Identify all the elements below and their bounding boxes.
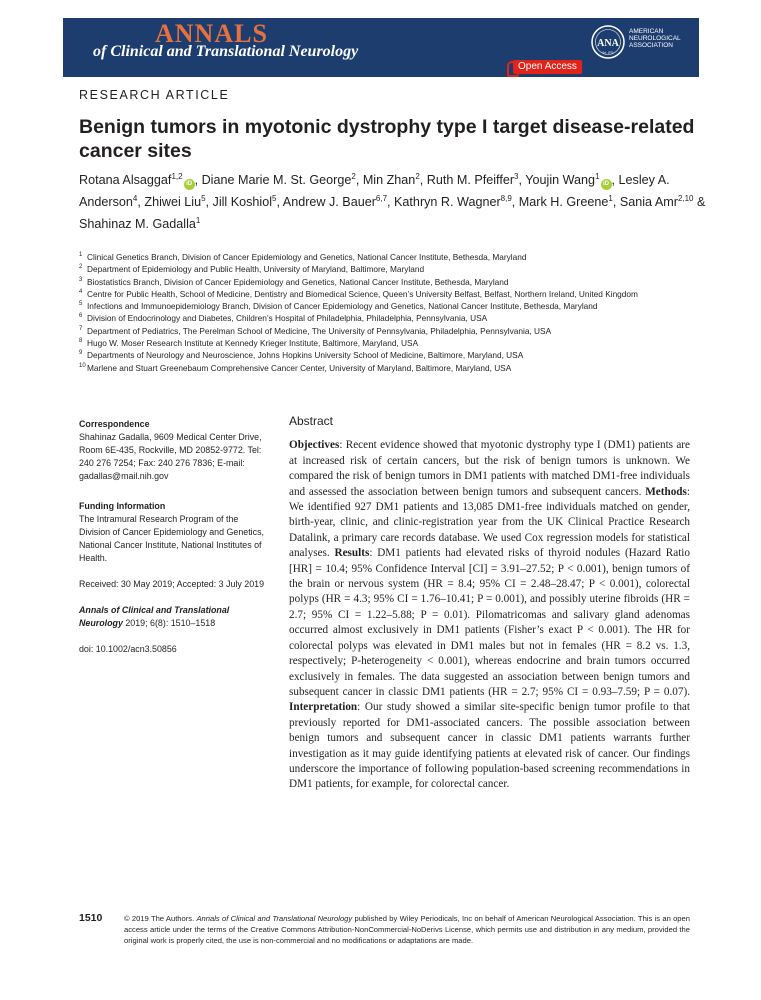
author — [394, 195, 519, 209]
author — [202, 173, 363, 187]
author-name: Youjin Wang — [525, 173, 596, 188]
author-name: Ruth M. Pfeiffer — [426, 173, 515, 188]
affiliation-number: 5 — [79, 301, 83, 308]
author-affiliation-number: 1,2 — [171, 172, 183, 181]
affiliation-item — [79, 263, 679, 275]
author-list — [79, 168, 709, 234]
author-affiliation-number: 2 — [415, 172, 420, 181]
correspondence-heading: Correspondence — [79, 419, 150, 429]
copyright-journal: Annals of Clinical and Translational Neurology — [196, 914, 353, 923]
journal-subtitle: of Clinical and Translational Neurology — [93, 43, 359, 60]
results-text: : DM1 patients had elevated risks of thyroid nodules (Hazard Ratio [HR] = 10.4; 95% Confidence Interval [CI] = 3.91–27.52; P < 0.001), benign tumors of the brain or nervous system (HR = 8.4; 95% CI = 2.48–28.47; P < 0.001), colorectal polyps (HR = 4.3; 95% CI = 1.76–10.41; P = 0.001), and possibly uterine fibroids (HR = 2.7; 95% CI = 1.22–5.88; P = 0.01). Pilomatricomas and salivary gland adenomas occurred almost exclusively in DM1 patients (Fisher’s exact P < 0.001). The HR for colorectal polyps was elevated in DM1 males but not in females (HR = 8.2 vs. 1.3, respectively; P-heterogeneity < 0.001), whereas endocrine and brain tumors occurred exclusively in females. The data suggested an association between benign tumors and subsequent cancer in classic DM1 patients (HR = 2.7; 95% CI = 0.93–7.59; P = 0.07). — [289, 547, 691, 698]
author — [79, 173, 202, 187]
author-separator: , — [355, 173, 363, 188]
article-title: Benign tumors in myotonic dystrophy type I target disease-related cancer sites — [79, 116, 695, 162]
author-name: Kathryn R. Wagner — [394, 195, 501, 210]
ana-year: Est. 1875 — [602, 51, 614, 55]
author-affiliation-number: 5 — [201, 194, 206, 204]
affiliation-number: 4 — [79, 288, 83, 295]
affiliation-text: Departments of Neurology and Neuroscience, Johns Hopkins University School of Medicine, Baltimore, Maryland, USA — [87, 350, 524, 361]
author-affiliation-number: 5 — [272, 194, 277, 204]
affiliation-number: 10 — [79, 362, 86, 369]
author-name: Diane Marie M. St. George — [201, 173, 352, 188]
author-affiliation-number: 6,7 — [375, 194, 388, 204]
author-separator: , — [194, 173, 202, 188]
author-separator: , — [276, 195, 283, 210]
author — [79, 217, 200, 231]
affiliation-item — [79, 276, 679, 288]
author-name: Sania Amr — [619, 195, 678, 210]
affiliation-number: 3 — [79, 276, 83, 283]
author-affiliation-number: 4 — [132, 194, 138, 204]
ana-abbr: ANA — [597, 38, 619, 49]
author-affiliation-number: 2 — [351, 172, 356, 181]
author-separator: , — [612, 195, 620, 210]
affiliation-item — [79, 300, 679, 312]
citation-journal: Annals of Clinical and Translational Neurology — [79, 605, 230, 628]
author-name: Zhiwei Liu — [144, 195, 202, 210]
author-separator: , — [511, 195, 519, 210]
affiliation-number: 6 — [79, 313, 83, 320]
author-separator: , — [205, 195, 213, 210]
affiliation-text: Clinical Genetics Branch, Division of Cancer Epidemiology and Genetics, National Cancer Institute, Bethesda, Maryland — [87, 252, 527, 262]
page-number: 1510 — [79, 912, 103, 924]
affiliations — [79, 251, 679, 374]
author — [144, 195, 212, 209]
affiliation-item — [79, 337, 679, 349]
copyright-prefix: © 2019 The Authors. — [124, 914, 197, 923]
citation-details: 2019; 6(8): 1510–1518 — [122, 618, 216, 628]
objectives-text: : Recent evidence showed that myotonic dystrophy type I (DM1) patients are at increased risk of certain cancers, but the risk of benign tumors is unknown. We compared the risk of benign tumors in DM1 patients with matched DM1-free individuals and assessed the association between benign tumors and subsequent cancers. — [289, 439, 690, 498]
author — [525, 173, 618, 187]
results-label: Results — [334, 547, 370, 560]
interpretation-label: Interpretation — [289, 701, 358, 714]
author — [620, 195, 706, 209]
affiliation-number: 7 — [79, 325, 83, 332]
affiliation-text: Hugo W. Moser Research Institute at Kennedy Krieger Institute, Baltimore, Maryland, USA — [87, 338, 419, 349]
ana-name: AMERICAN NEUROLOGICAL ASSOCIATION — [629, 28, 681, 49]
journal-logo-text: ANNALS — [155, 19, 268, 48]
abstract-body — [289, 438, 690, 792]
author-separator: , — [419, 173, 427, 188]
author-name: Jill Koshiol — [212, 195, 273, 210]
affiliation-item — [79, 288, 679, 300]
author-name: Andrew J. Bauer — [282, 195, 376, 210]
objectives-label: Objectives — [289, 439, 340, 452]
affiliation-text: Department of Pediatrics, The Perelman School of Medicine, The University of Pennsylvania, Philadelphia, Pennsylvania, USA — [87, 325, 552, 336]
affiliation-text: Biostatistics Branch, Division of Cancer Epidemiology and Genetics, National Cancer Institute, Bethesda, Maryland — [87, 276, 509, 287]
author-affiliation-number: 1 — [195, 215, 201, 225]
affiliation-text: Centre for Public Health, School of Medicine, Dentistry and Biomedical Science, Queen’s University Belfast, Belfast, Northern Ireland, United Kingdom — [87, 288, 638, 299]
author — [427, 173, 526, 187]
methods-text: : We identified 927 DM1 patients and 13,085 DM1-free individuals matched on gender, birth-year, clinic, and clinic-registration year from the UK Clinical Practice Research Datalink, a primary care records database. We used Cox regression models for statistical analyses. — [289, 485, 690, 560]
author — [213, 195, 283, 209]
interpretation-text: : Our study showed a similar site-specific benign tumor profile to that previously reported for DM1-associated cancers. The possible association between benign tumors and subsequent cancer in classic DM1 patients warrants further investigation as it may guide identifying patients at elevated risk of cancer. Our findings underscore the importance of following population-based screening recommendations in DM1 patients, for example, for colorectal cancer. — [289, 701, 690, 791]
orcid-icon[interactable]: iD — [184, 179, 195, 190]
affiliation-number: 8 — [79, 338, 83, 345]
affiliation-item — [79, 251, 679, 263]
abstract-heading: Abstract — [289, 414, 334, 428]
affiliation-item — [79, 349, 679, 361]
copyright-notice — [124, 913, 690, 946]
author-affiliation-number: 8,9 — [500, 194, 512, 204]
author-name: Shahinaz M. Gadalla — [79, 217, 196, 232]
section-label: RESEARCH ARTICLE — [79, 88, 230, 102]
author — [519, 195, 620, 209]
author-name: Lesley A. Anderson — [79, 173, 670, 210]
orcid-icon[interactable]: iD — [601, 179, 612, 190]
author-separator: , — [387, 195, 395, 210]
methods-label: Methods — [645, 485, 687, 498]
affiliation-text: Division of Endocrinology and Diabetes, Children’s Hospital of Philadelphia, Philadelphia, Pennsylvania, USA — [87, 313, 488, 324]
author-affiliation-number: 3 — [514, 172, 519, 181]
affiliation-text: Department of Epidemiology and Public Health, University of Maryland, Baltimore, Maryland — [87, 264, 425, 275]
author-name: Rotana Alsaggaf — [79, 173, 172, 188]
open-access-badge: Open Access — [513, 60, 582, 74]
copyright-suffix: published by Wiley Periodicals, Inc on behalf of American Neurological Association. This is an open access article under the terms of the Creative Commons Attribution-NonCommercial-NoDerivs License, which permits use and distribution in any medium, provided the original work is properly cited, the use is non-commercial and no modifications or adaptations are made. — [124, 914, 690, 945]
author-separator: , — [611, 173, 619, 188]
author-separator: , — [137, 195, 145, 210]
doi-link[interactable]: doi: 10.1002/acn3.50856 — [79, 644, 177, 654]
affiliation-item — [79, 312, 679, 324]
author-separator: & — [693, 195, 706, 210]
affiliation-item — [79, 362, 679, 374]
article-dates: Received: 30 May 2019; Accepted: 3 July 2019 — [79, 579, 265, 589]
author-separator: , — [518, 173, 526, 188]
author-affiliation-number: 2,10 — [677, 194, 694, 204]
abstract — [289, 414, 690, 793]
author-name: Mark H. Greene — [518, 195, 609, 210]
author-name: Min Zhan — [362, 173, 416, 188]
journal-banner — [63, 18, 699, 77]
citation — [79, 604, 265, 630]
affiliation-text: Marlene and Stuart Greenebaum Comprehensive Cancer Center, University of Maryland, Baltimore, Maryland, USA — [87, 362, 512, 373]
funding-heading: Funding Information — [79, 501, 166, 511]
author-affiliation-number: 1 — [595, 172, 600, 181]
sidebar — [79, 418, 265, 656]
affiliation-number: 9 — [79, 350, 83, 357]
author-affiliation-number: 1 — [608, 194, 613, 204]
affiliation-text: Infections and Immunoepidemiology Branch, Division of Cancer Epidemiology and Genetics, National Cancer Institute, Bethesda, Maryland — [87, 301, 598, 312]
affiliation-number: 2 — [79, 264, 83, 271]
affiliation-item — [79, 325, 679, 337]
correspondence-text: Shahinaz Gadalla, 9609 Medical Center Drive, Room 6E-435, Rockville, MD 20852-9772. Tel: 240 276 7254; Fax: 240 276 7836; E-mail: gadallas@mail.nih.gov — [79, 432, 262, 481]
affiliation-number: 1 — [79, 252, 83, 258]
ana-logo-icon — [590, 24, 626, 60]
funding-text: The Intramural Research Program of the Division of Cancer Epidemiology and Genetics, National Cancer Institute, National Institutes of Health. — [79, 514, 264, 563]
author — [283, 195, 394, 209]
author — [363, 173, 427, 187]
